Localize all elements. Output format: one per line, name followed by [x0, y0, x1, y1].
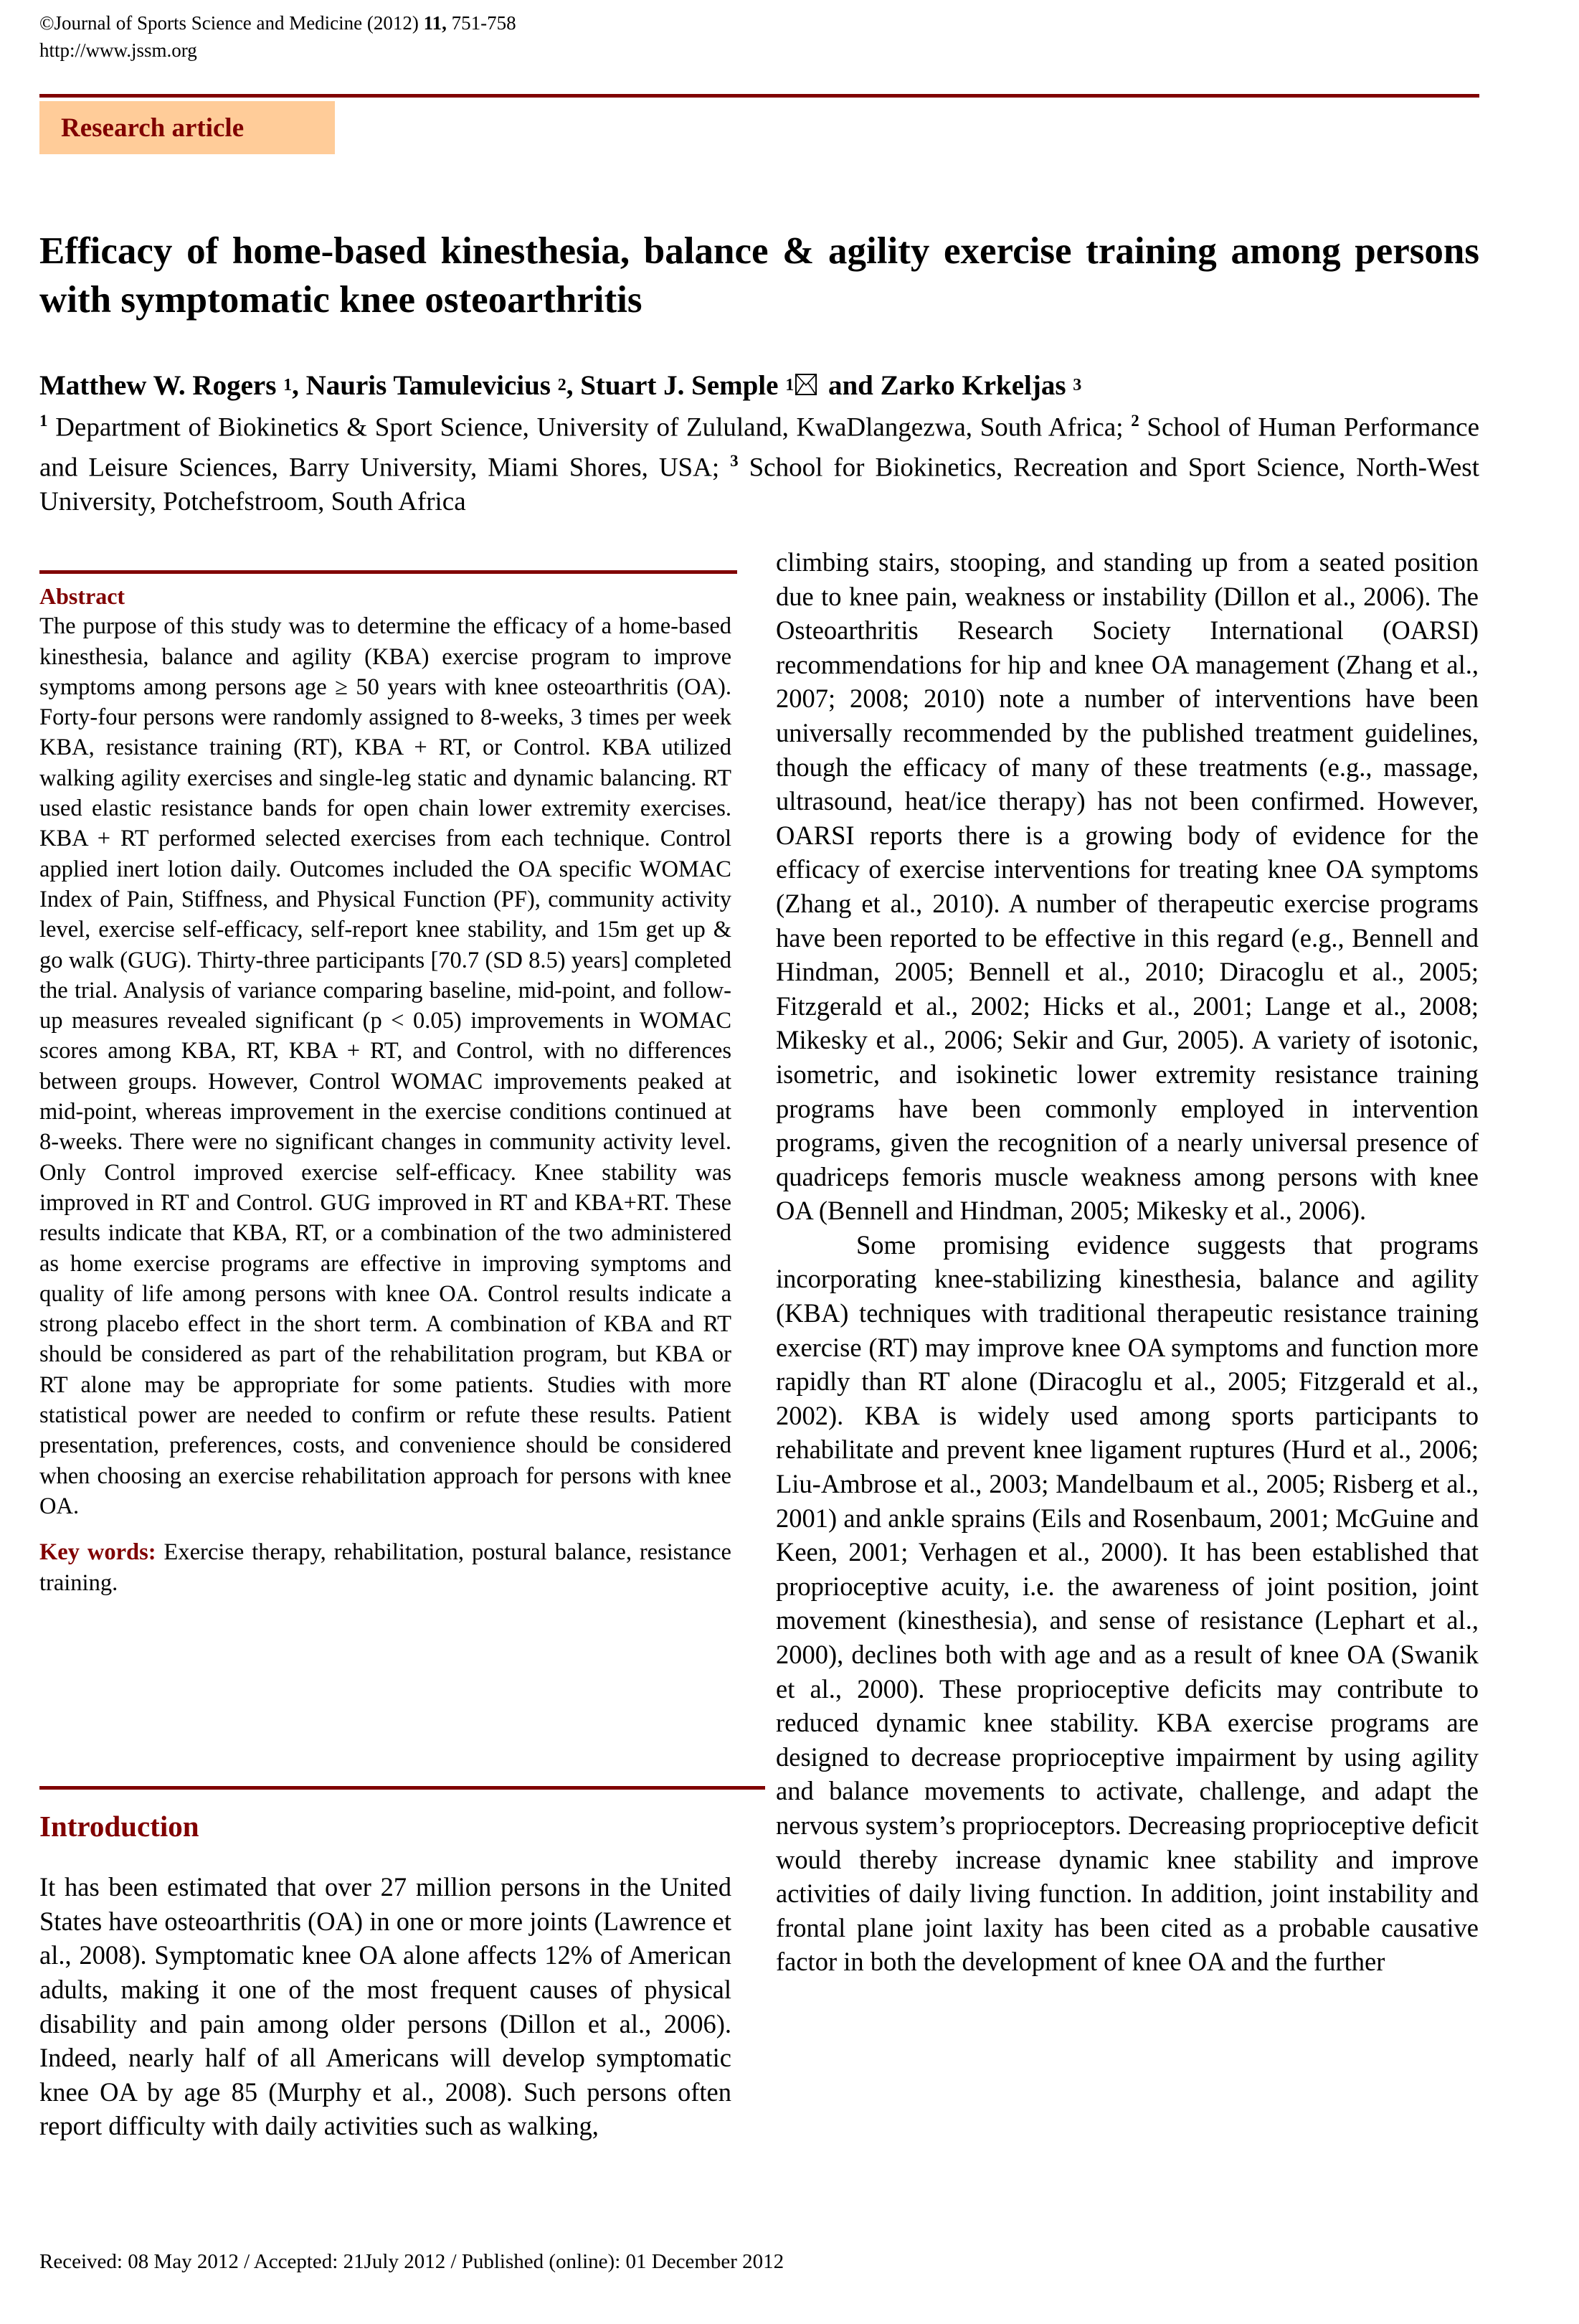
introduction-section: [39, 1811, 731, 2143]
author-list: [39, 368, 1081, 407]
affiliation: School for Biokinetics, Recreation and Sport Science, North-West University, Potchefstroom, South Africa: [39, 453, 1479, 516]
article-type-label: Research article: [61, 113, 245, 143]
separator: and: [821, 370, 881, 401]
right-column: [776, 545, 1479, 1979]
abstract-top-rule: [39, 570, 737, 574]
keywords: [39, 1537, 731, 1598]
author-affiliation-mark: 1: [283, 376, 293, 395]
abstract-section: [39, 581, 731, 1598]
introduction-paragraph-2: Some promising evidence suggests that programs incorporating knee-stabilizing kinesthesia, balance and agility (KBA) techniques with traditional therapeutic resistance training exercise (RT) may improve knee OA symptoms and function more rapidly than RT alone (Diracoglu et al., 2005; Fitzgerald et al., 2002). KBA is widely used among sports participants to rehabilitate and prevent knee ligament ruptures (Hurd et al., 2006; Liu-Ambrose et al., 2003; Mandelbaum et al., 2005; Risberg et al., 2001) and ankle sprains (Eils and Rosenbaum, 2001; McGuine and Keen, 2001; Verhagen et al., 2000). It has been established that proprioceptive acuity, i.e. the awareness of joint position, joint movement (kinesthesia), and sense of resistance (Lephart et al., 2000), declines both with age and as a result of knee OA (Swanik et al., 2000). These proprioceptive deficits may contribute to reduced dynamic knee stability. KBA exercise programs are designed to decrease proprioceptive impairment by using agility and balance movements to activate, challenge, and adapt the nervous system’s proprioceptors. Decreasing proprioceptive deficit would thereby increase dynamic knee stability and improve activities of daily living function. In addition, joint instability and frontal plane joint laxity has been cited as a probable causative factor in both the development of knee OA and the further: [776, 1229, 1479, 1977]
article-title: Efficacy of home-based kinesthesia, balance & agility exercise training among persons with symptomatic knee osteoarthritis: [39, 230, 1479, 321]
author-name[interactable]: Matthew W. Rogers: [39, 370, 277, 401]
author-name[interactable]: Zarko Krkeljas: [880, 370, 1066, 401]
journal-url[interactable]: http://www.jssm.org: [39, 39, 197, 61]
affiliations: [39, 404, 1479, 519]
article-type-badge: [39, 101, 335, 154]
affiliation: Department of Biokinetics & Sport Science, University of Zululand, KwaDlangezwa, South Africa;: [47, 412, 1132, 443]
keywords-text: Exercise therapy, rehabilitation, postural balance, resistance training.: [39, 1539, 731, 1596]
abstract-heading: Abstract: [39, 583, 125, 609]
author-name[interactable]: Stuart J. Semple: [580, 370, 779, 401]
affiliation-mark: 1: [39, 412, 48, 430]
introduction-paragraph-1-continued: climbing stairs, stooping, and standing up from a seated position due to knee pain, weakness or instability (Dillon et al., 2006). The Osteoarthritis Research Society International (OARSI) recommendations for hip and knee OA management (Zhang et al., 2007; 2008; 2010) note a number of interventions have been universally recommended by the published treatment guidelines, though the efficacy of many of these treatments (e.g., massage, ultrasound, heat/ice therapy) has not been confirmed. However, OARSI reports there is a growing body of evidence for the efficacy of exercise interventions for treating knee OA symptoms (Zhang et al., 2010). A number of therapeutic exercise programs have been reported to be effective in this regard (e.g., Bennell and Hindman, 2005; Bennell et al., 2010; Diracoglu et al., 2005; Fitzgerald et al., 2002; Hicks et al., 2001; Lange et al., 2008; Mikesky et al., 2006; Sekir and Gur, 2005). A variety of isotonic, isometric, and isokinetic lower extremity resistance training programs have been commonly employed in intervention programs, given the recognition of a nearly universal presence of quadriceps femoris muscle weakness among persons with knee OA (Bennell and Hindman, 2005; Mikesky et al., 2006).: [776, 547, 1479, 1226]
journal-volume: 11,: [423, 12, 447, 34]
author-affiliation-mark: 3: [1073, 376, 1082, 395]
publication-dates: Received: 08 May 2012 / Accepted: 21July 2012 / Published (online): 01 December 2012: [39, 2250, 784, 2273]
introduction-heading: Introduction: [39, 1810, 199, 1843]
journal-pages: 751-758: [446, 12, 516, 34]
introduction-paragraph-1: It has been estimated that over 27 million persons in the United States have osteoarthritis (OA) in one or more joints (Lawrence et al., 2008). Symptomatic knee OA alone affects 12% of American adults, making it one of the most frequent causes of physical disability and pain among older persons (Dillon et al., 2006). Indeed, nearly half of all Americans will develop symptomatic knee OA by age 85 (Murphy et al., 2008). Such persons often report difficulty with daily activities such as walking,: [39, 1872, 731, 2141]
envelope-icon[interactable]: [795, 374, 817, 395]
author-affiliation-mark: 1: [785, 376, 795, 395]
keywords-label: Key words:: [39, 1539, 156, 1566]
affiliation-mark: 3: [730, 452, 739, 471]
author-affiliation-mark: 2: [557, 376, 566, 395]
top-rule: [39, 94, 1479, 98]
author-name[interactable]: Nauris Tamulevicius: [305, 370, 551, 401]
affiliation-mark: 2: [1131, 412, 1139, 430]
separator: ,: [292, 370, 306, 401]
journal-citation: [39, 10, 516, 36]
abstract-text: The purpose of this study was to determine the efficacy of a home-based kinesthesia, balance and agility (KBA) exercise program to improve symptoms among persons age ≥ 50 years with knee osteoarthritis (OA). Forty-four persons were randomly assigned to 8-weeks, 3 times per week KBA, resistance training (RT), KBA + RT, or Control. KBA utilized walking agility exercises and single-leg static and dynamic balancing. RT used elastic resistance bands for open chain lower extremity exercises. KBA + RT performed selected exercises from each technique. Control applied inert lotion daily. Outcomes included the OA specific WOMAC Index of Pain, Stiffness, and Physical Function (PF), community activity level, exercise self-efficacy, self-report knee stability, and 15m get up & go walk (GUG). Thirty-three participants [70.7 (SD 8.5) years] completed the trial. Analysis of variance comparing baseline, mid-point, and follow-up measures revealed significant (p < 0.05) improvements in WOMAC scores among KBA, RT, KBA + RT, and Control, with no differences between groups. However, Control WOMAC improvements peaked at mid-point, whereas improvement in the exercise conditions continued at 8-weeks. There were no significant changes in community activity level. Only Control improved exercise self-efficacy. Knee stability was improved in RT and Control. GUG improved in RT and KBA+RT. These results indicate that KBA, RT, or a combination of the two administered as home exercise programs are effective in improving symptoms and quality of life among persons with knee OA. Control results indicate a strong placebo effect in the short term. A combination of KBA and RT should be considered as part of the rehabilitation program, but KBA or RT alone may be appropriate for some patients. Studies with more statistical power are needed to confirm or refute these results. Patient presentation, preferences, costs, and convenience should be considered when choosing an exercise rehabilitation approach for persons with knee OA.: [39, 613, 731, 1519]
journal-name: ©Journal of Sports Science and Medicine (2012): [39, 12, 424, 34]
affiliation: School of Human Performance and Leisure Sciences, Barry University, Miami Shores, USA;: [39, 412, 1479, 483]
introduction-top-rule: [39, 1786, 765, 1790]
separator: ,: [566, 370, 581, 401]
